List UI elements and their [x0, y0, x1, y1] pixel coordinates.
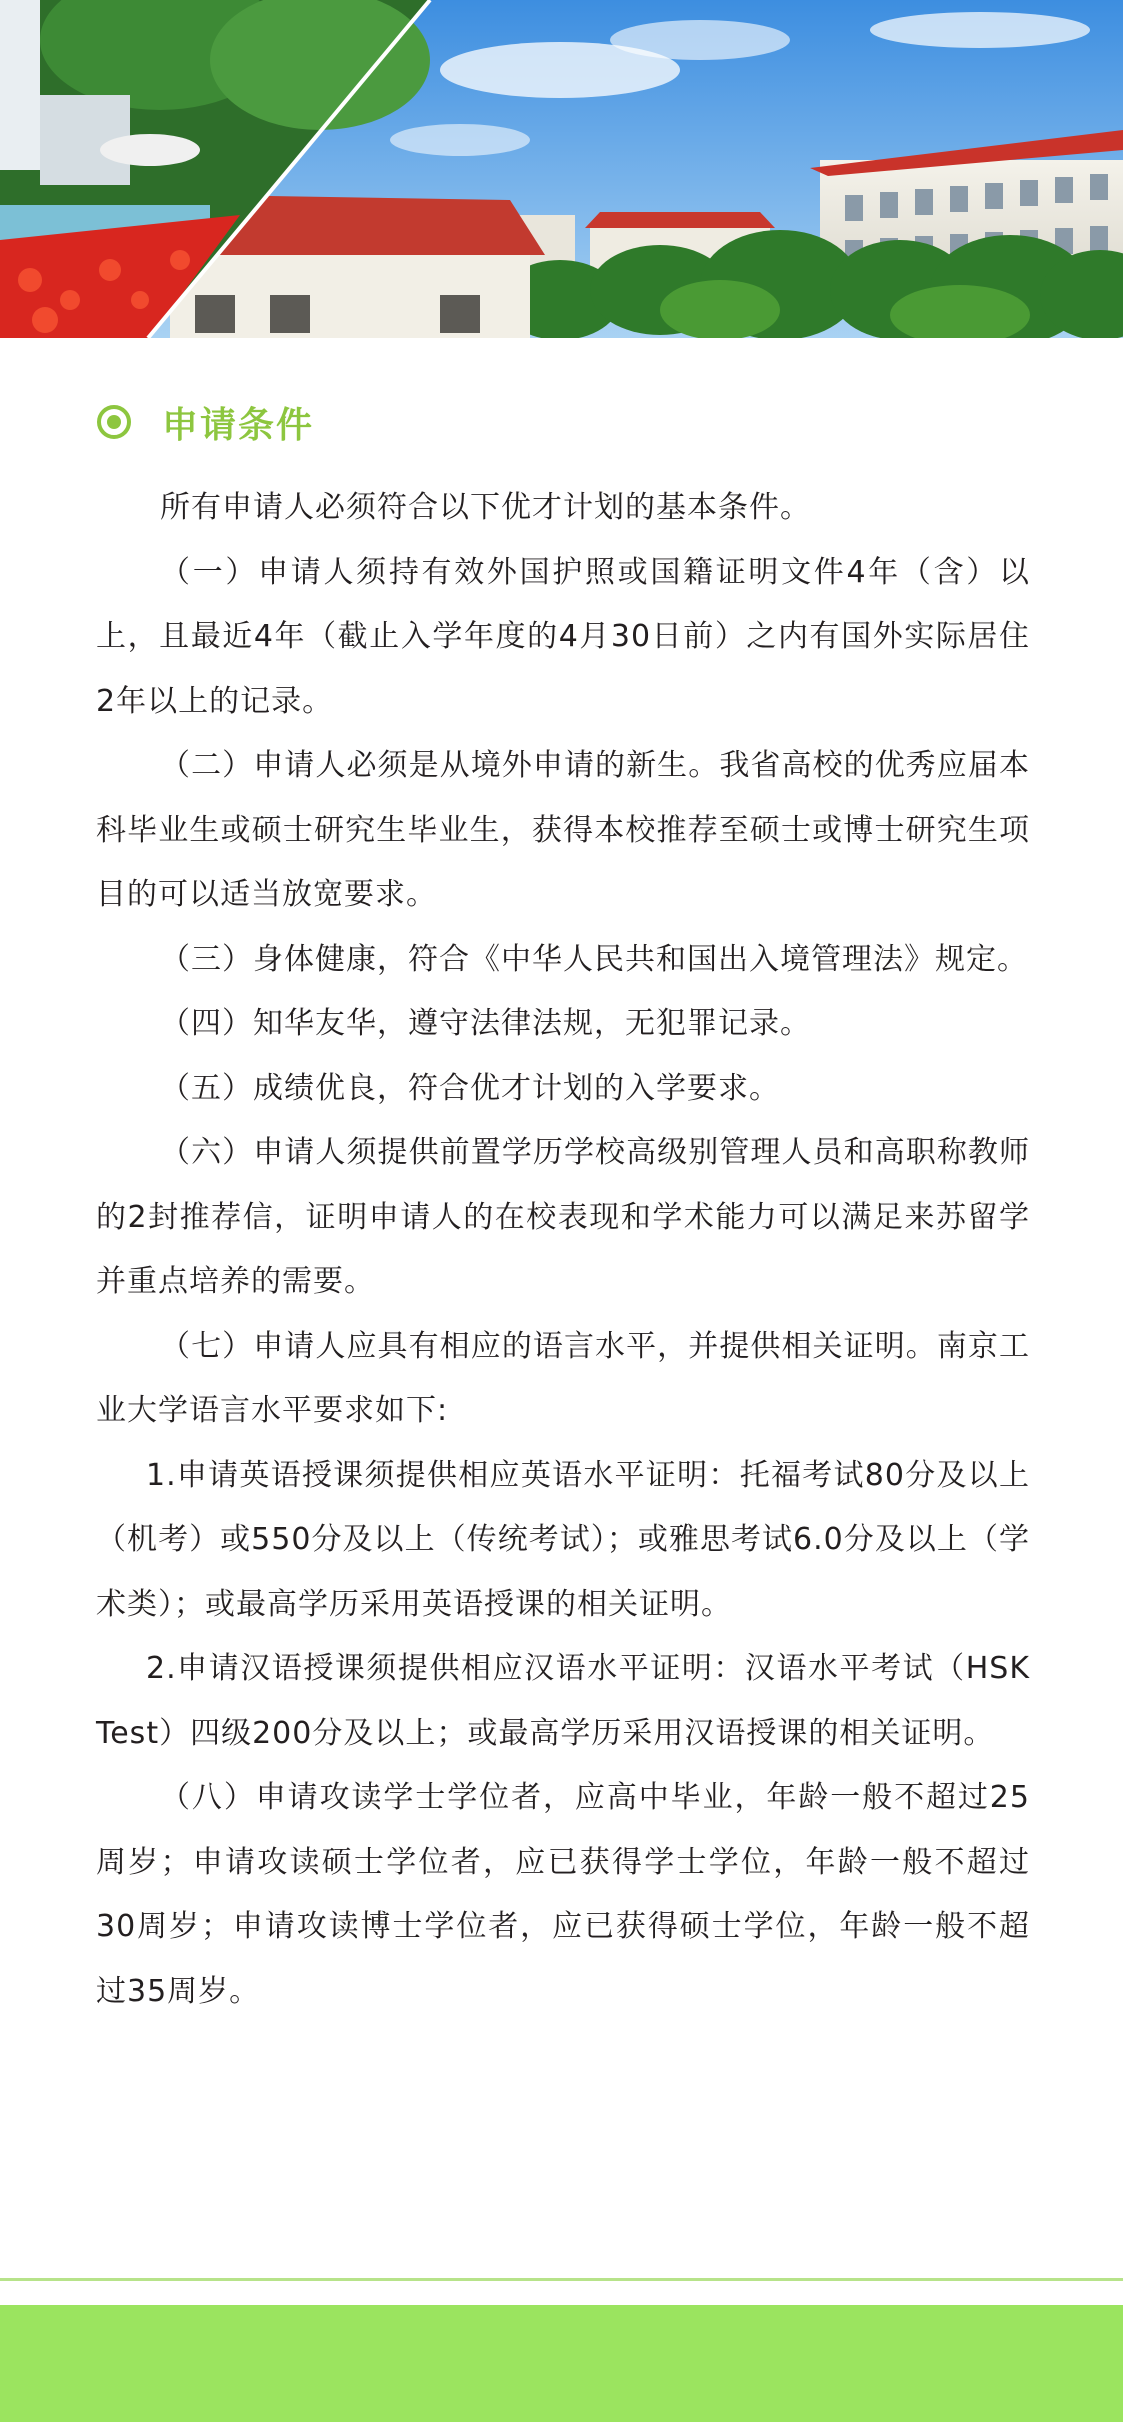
intro-paragraph: 所有申请人必须符合以下优才计划的基本条件。	[160, 490, 811, 525]
requirement-2: （二）申请人必须是从境外申请的新生。我省高校的优秀应届本科毕业生或硕士研究生毕业生，获得本校推荐至硕士或博士研究生项目的可以适当放宽要求。	[96, 748, 1030, 912]
requirement-7: （七）申请人应具有相应的语言水平，并提供相关证明。南京工业大学语言水平要求如下:	[96, 1328, 1030, 1428]
requirements-text	[96, 476, 1030, 2024]
campus-banner-image	[0, 0, 1123, 338]
requirement-3: （三）身体健康，符合《中华人民共和国出入境管理法》规定。	[160, 941, 1028, 977]
language-chinese: 2.申请汉语授课须提供相应汉语水平证明：汉语水平考试（HSK Test）四级200分及以上；或最高学历采用汉语授课的相关证明。	[96, 1651, 1030, 1751]
requirement-5: （五）成绩优良，符合优才计划的入学要求。	[160, 1070, 780, 1106]
requirement-4: （四）知华友华，遵守法律法规，无犯罪记录。	[160, 1006, 811, 1041]
section-title: 申请条件	[162, 404, 315, 446]
double-circle-icon	[96, 404, 132, 440]
language-english: 1.申请英语授课须提供相应英语水平证明：托福考试80分及以上（机考）或550分及以上（传统考试）；或雅思考试6.0分及以上（学术类）；或最高学历采用英语授课的相关证明。	[96, 1457, 1030, 1622]
requirement-8: （八）申请攻读学士学位者，应高中毕业，年龄一般不超过25周岁；申请攻读硕士学位者，应已获得学士学位，年龄一般不超过30周岁；申请攻读博士学位者，应已获得硕士学位，年龄一般不超过35周岁。	[96, 1780, 1030, 2009]
footer-band	[0, 2305, 1123, 2422]
section-header	[96, 398, 314, 446]
requirement-6: （六）申请人须提供前置学历学校高级别管理人员和高职称教师的2封推荐信，证明申请人的在校表现和学术能力可以满足来苏留学并重点培养的需要。	[96, 1135, 1030, 1299]
requirement-1: （一）申请人须持有效外国护照或国籍证明文件4年（含）以上，且最近4年（截止入学年度的4月30日前）之内有国外实际居住2年以上的记录。	[96, 554, 1030, 719]
footer-divider	[0, 2278, 1123, 2281]
